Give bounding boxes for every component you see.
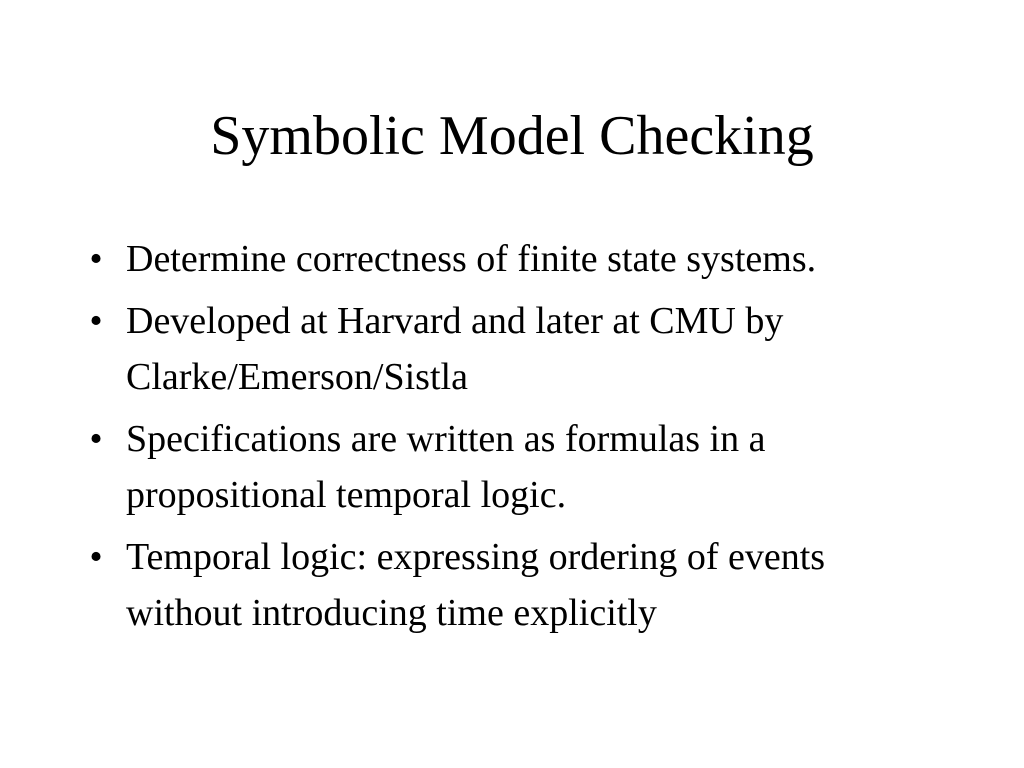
bullet-icon: • <box>89 418 103 460</box>
bullet-text: Determine correctness of finite state systems. <box>126 238 817 280</box>
bullet-text: Specifications are written as formulas in a propositional temporal logic. <box>126 418 766 516</box>
bullet-text: Temporal logic: expressing ordering of events without introducing time explicitly <box>126 536 826 634</box>
bullet-icon: • <box>89 536 103 578</box>
bullet-item <box>84 411 934 523</box>
bullet-text: Developed at Harvard and later at CMU by Clarke/Emerson/Sistla <box>126 300 784 398</box>
bullet-item <box>84 293 934 405</box>
bullet-item <box>84 529 934 641</box>
bullet-icon: • <box>89 300 103 342</box>
bullet-icon: • <box>89 238 103 280</box>
bullet-list <box>84 231 934 647</box>
slide-title: Symbolic Model Checking <box>210 105 814 167</box>
bullet-item <box>84 231 934 287</box>
